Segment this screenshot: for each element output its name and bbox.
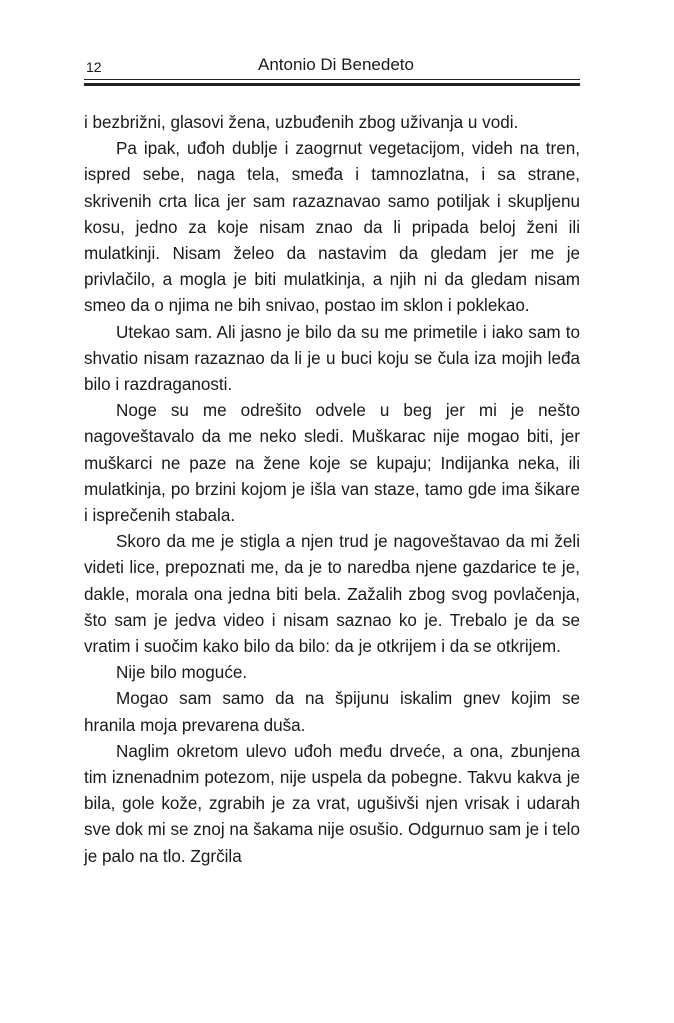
- paragraph: i bezbrižni, glasovi žena, uzbuđenih zbog uživanja u vodi.: [84, 113, 519, 132]
- paragraph: Mogao sam samo da na špijunu iskalim gnev kojim se hranila moja prevarena duša.: [84, 689, 580, 735]
- paragraph: Utekao sam. Ali jasno je bilo da su me primetile i iako sam to shvatio nisam razaznao da li je u buci koju se čula iza mojih leđa bilo i razdraganosti.: [84, 322, 580, 395]
- paragraph: Noge su me odrešito odvele u beg jer mi je nešto nagoveštavalo da me neko sledi. Muškarac nije mogao biti, jer muškarci ne paze na žene koje se kupaju; Indijanka neka, ili mulatkinja, po brzini kojom je išla van staze, tamo gde ima šikare i isprečenih stabala.: [84, 401, 580, 526]
- paragraph: Skoro da me je stigla a njen trud je nagoveštavao da mi želi videti lice, prepoznati me, da je to naredba njene gazdarice te je, dakle, morala ona jedna biti bela. Zažalih zbog svog povlačenja, što sam je jedva video i nisam saznao ko je. Trebalo je da se vratim i suočim kako bilo da bilo: da je otkrijem i da se otkrijem.: [84, 532, 580, 657]
- body-text: [84, 110, 580, 870]
- running-head-title: Antonio Di Benedeto: [258, 55, 414, 74]
- paragraph: Pa ipak, uđoh dublje i zaogrnut vegetacijom, videh na tren, ispred sebe, naga tela, smeđa i tamnozlatna, i sa strane, skrivenih crta lica jer sam razaznavao samo potiljak i skupljenu kosu, jedno za koje nisam znao da li pripada beloj ženi ili mulatkinji. Nisam želeo da nastavim da gledam jer me je privlačilo, a mogla je biti mulatkinja, a njih ni da gledam nisam smeo da o njima ne bih snivao, postao im sklon i poklekao.: [84, 139, 580, 316]
- header-rule-thin: [84, 79, 580, 80]
- header-rule-thick: [84, 83, 580, 86]
- paragraph: Nije bilo moguće.: [116, 663, 248, 683]
- page-number: 12: [86, 59, 102, 75]
- paragraph-last: Naglim okretom ulevo uđoh među drveće, a ona, zbunjena tim iznenadnim potezom, nije uspela da pobegne. Takvu kakva je bila, gole kože, zgrabih je za vrat, ugušivši njen vrisak i udarah sve dok mi se znoj na šakama nije osušio. Odgurnuo sam je i telo je palo na tlo. Zgrčila: [84, 741, 580, 866]
